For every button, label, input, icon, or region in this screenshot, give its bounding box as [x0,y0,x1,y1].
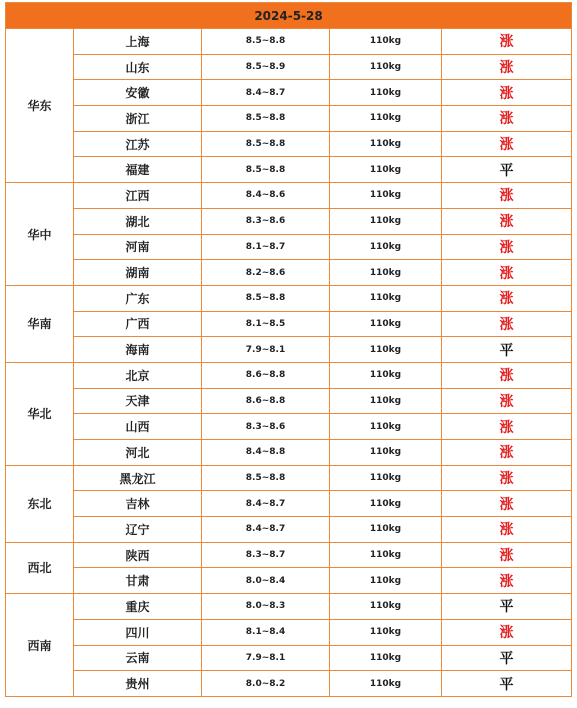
region-cell: 西北 [6,542,74,593]
weight-cell: 110kg [330,671,442,697]
table-row [6,208,572,234]
table-row [6,183,572,209]
weight-cell: 110kg [330,517,442,543]
price-range-cell: 8.4~8.7 [202,517,330,543]
price-range-cell: 8.5~8.8 [202,131,330,157]
weight-cell: 110kg [330,568,442,594]
price-range-cell: 7.9~8.1 [202,337,330,363]
price-table-container [5,2,571,697]
province-cell: 湖南 [74,260,202,286]
trend-up-cell: 涨 [442,362,572,388]
trend-flat-cell: 平 [442,337,572,363]
table-row [6,285,572,311]
trend-up-cell: 涨 [442,465,572,491]
price-range-cell: 8.5~8.8 [202,157,330,183]
province-cell: 四川 [74,619,202,645]
weight-cell: 110kg [330,80,442,106]
trend-up-cell: 涨 [442,29,572,55]
table-row [6,388,572,414]
province-cell: 河北 [74,440,202,466]
weight-cell: 110kg [330,465,442,491]
trend-flat-cell: 平 [442,157,572,183]
price-range-cell: 8.0~8.4 [202,568,330,594]
trend-up-cell: 涨 [442,619,572,645]
table-row [6,106,572,132]
table-row [6,542,572,568]
province-cell: 广东 [74,285,202,311]
trend-up-cell: 涨 [442,234,572,260]
trend-up-cell: 涨 [442,388,572,414]
table-row [6,311,572,337]
price-range-cell: 8.4~8.6 [202,183,330,209]
trend-up-cell: 涨 [442,568,572,594]
province-cell: 重庆 [74,594,202,620]
price-range-cell: 8.1~8.5 [202,311,330,337]
table-row [6,131,572,157]
province-cell: 广西 [74,311,202,337]
region-cell: 华中 [6,183,74,286]
trend-up-cell: 涨 [442,517,572,543]
region-cell: 华南 [6,285,74,362]
price-range-cell: 7.9~8.1 [202,645,330,671]
price-range-cell: 8.3~8.6 [202,414,330,440]
province-cell: 贵州 [74,671,202,697]
trend-up-cell: 涨 [442,440,572,466]
price-range-cell: 8.3~8.7 [202,542,330,568]
table-row [6,362,572,388]
weight-cell: 110kg [330,645,442,671]
weight-cell: 110kg [330,388,442,414]
province-cell: 云南 [74,645,202,671]
price-range-cell: 8.5~8.8 [202,29,330,55]
weight-cell: 110kg [330,131,442,157]
price-range-cell: 8.1~8.4 [202,619,330,645]
province-cell: 湖北 [74,208,202,234]
weight-cell: 110kg [330,260,442,286]
price-range-cell: 8.5~8.8 [202,285,330,311]
province-cell: 陕西 [74,542,202,568]
weight-cell: 110kg [330,542,442,568]
price-range-cell: 8.4~8.7 [202,491,330,517]
trend-up-cell: 涨 [442,414,572,440]
province-cell: 海南 [74,337,202,363]
trend-up-cell: 涨 [442,131,572,157]
header-row [6,3,572,29]
table-row [6,260,572,286]
region-cell: 东北 [6,465,74,542]
price-range-cell: 8.0~8.3 [202,594,330,620]
weight-cell: 110kg [330,157,442,183]
weight-cell: 110kg [330,29,442,55]
trend-flat-cell: 平 [442,645,572,671]
table-row [6,491,572,517]
trend-up-cell: 涨 [442,491,572,517]
price-range-cell: 8.6~8.8 [202,362,330,388]
trend-up-cell: 涨 [442,208,572,234]
weight-cell: 110kg [330,285,442,311]
province-cell: 北京 [74,362,202,388]
province-cell: 河南 [74,234,202,260]
weight-cell: 110kg [330,208,442,234]
province-cell: 辽宁 [74,517,202,543]
province-cell: 山西 [74,414,202,440]
province-cell: 天津 [74,388,202,414]
trend-flat-cell: 平 [442,671,572,697]
trend-up-cell: 涨 [442,285,572,311]
trend-up-cell: 涨 [442,106,572,132]
date-header: 2024-5-28 [6,3,572,29]
table-row [6,517,572,543]
price-range-cell: 8.4~8.8 [202,440,330,466]
weight-cell: 110kg [330,594,442,620]
table-row [6,645,572,671]
region-cell: 西南 [6,594,74,697]
province-cell: 江西 [74,183,202,209]
table-row [6,80,572,106]
price-range-cell: 8.5~8.9 [202,54,330,80]
table-row [6,440,572,466]
table-row [6,414,572,440]
table-row [6,619,572,645]
weight-cell: 110kg [330,337,442,363]
province-cell: 福建 [74,157,202,183]
trend-flat-cell: 平 [442,594,572,620]
price-range-cell: 8.1~8.7 [202,234,330,260]
table-row [6,54,572,80]
price-range-cell: 8.3~8.6 [202,208,330,234]
province-cell: 上海 [74,29,202,55]
trend-up-cell: 涨 [442,80,572,106]
trend-up-cell: 涨 [442,311,572,337]
trend-up-cell: 涨 [442,54,572,80]
weight-cell: 110kg [330,619,442,645]
table-row [6,671,572,697]
region-cell: 华北 [6,362,74,465]
weight-cell: 110kg [330,362,442,388]
price-range-cell: 8.5~8.8 [202,465,330,491]
weight-cell: 110kg [330,54,442,80]
region-cell: 华东 [6,29,74,183]
table-row [6,29,572,55]
province-cell: 江苏 [74,131,202,157]
table-row [6,465,572,491]
trend-up-cell: 涨 [442,542,572,568]
weight-cell: 110kg [330,234,442,260]
price-range-cell: 8.5~8.8 [202,106,330,132]
table-row [6,594,572,620]
table-row [6,234,572,260]
weight-cell: 110kg [330,183,442,209]
trend-up-cell: 涨 [442,260,572,286]
price-range-cell: 8.4~8.7 [202,80,330,106]
weight-cell: 110kg [330,440,442,466]
table-row [6,337,572,363]
weight-cell: 110kg [330,414,442,440]
price-range-cell: 8.2~8.6 [202,260,330,286]
table-row [6,157,572,183]
province-cell: 吉林 [74,491,202,517]
weight-cell: 110kg [330,311,442,337]
weight-cell: 110kg [330,491,442,517]
province-cell: 山东 [74,54,202,80]
price-range-cell: 8.6~8.8 [202,388,330,414]
table-row [6,568,572,594]
province-cell: 浙江 [74,106,202,132]
trend-up-cell: 涨 [442,183,572,209]
province-cell: 甘肃 [74,568,202,594]
province-cell: 黑龙江 [74,465,202,491]
price-range-cell: 8.0~8.2 [202,671,330,697]
weight-cell: 110kg [330,106,442,132]
province-cell: 安徽 [74,80,202,106]
price-table [5,2,572,697]
